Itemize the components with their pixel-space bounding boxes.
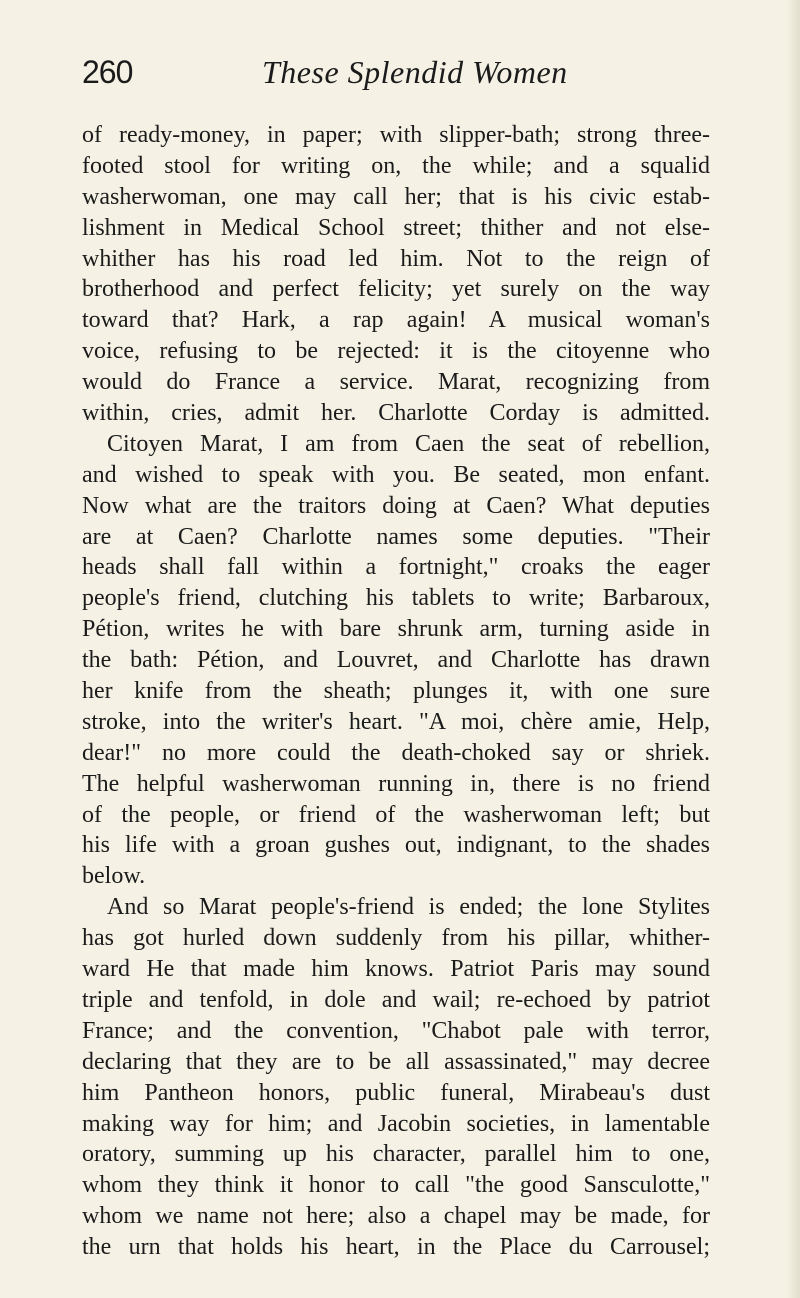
text-line: whom they think it honor to call "the good Sansculotte,"	[82, 1172, 710, 1199]
page-number: 260	[82, 54, 133, 90]
text-line: Citoyen Marat, I am from Caen the seat of rebellion,	[107, 430, 710, 457]
text-line: are at Caen? Charlotte names some deputies. "Their	[82, 523, 710, 550]
text-line: Pétion, writes he with bare shrunk arm, turning aside in	[82, 616, 710, 643]
text-line: her knife from the sheath; plunges it, with one sure	[82, 678, 710, 705]
text-line: washerwoman, one may call her; that is his civic estab-	[82, 183, 710, 210]
text-line: And so Marat people's-friend is ended; the lone Stylites	[107, 894, 710, 921]
text-line: toward that? Hark, a rap again! A musical woman's	[82, 307, 710, 334]
text-line: stroke, into the writer's heart. "A moi, chère amie, Help,	[82, 708, 710, 735]
text-line: dear!" no more could the death-choked say or shriek.	[82, 739, 710, 766]
text-line: brotherhood and perfect felicity; yet surely on the way	[82, 276, 710, 303]
text-line: the bath: Pétion, and Louvret, and Charlotte has drawn	[82, 647, 710, 674]
page-header	[82, 52, 712, 92]
text-line: has got hurled down suddenly from his pillar, whither-	[82, 925, 710, 952]
page-edge-shadow	[786, 0, 800, 1298]
text-line: declaring that they are to be all assassinated," may decree	[82, 1048, 710, 1075]
text-line: oratory, summing up his character, parallel him to one,	[82, 1141, 710, 1168]
text-line: Now what are the traitors doing at Caen? What deputies	[82, 492, 710, 519]
text-line: of ready-money, in paper; with slipper-bath; strong three-	[82, 122, 710, 148]
text-line: footed stool for writing on, the while; and a squalid	[82, 152, 710, 179]
text-line: heads shall fall within a fortnight," croaks the eager	[82, 554, 710, 581]
text-line: France; and the convention, "Chabot pale with terror,	[82, 1017, 710, 1044]
text-line: people's friend, clutching his tablets to write; Barbaroux,	[82, 585, 710, 612]
text-line: below.	[82, 863, 146, 890]
text-line: of the people, or friend of the washerwoman left; but	[82, 801, 710, 828]
text-line: him Pantheon honors, public funeral, Mirabeau's dust	[82, 1079, 710, 1106]
text-line: his life with a groan gushes out, indignant, to the shades	[82, 832, 710, 859]
text-line: whom we name not here; also a chapel may be made, for	[82, 1203, 710, 1230]
text-line: lishment in Medical School street; thither and not else-	[82, 214, 710, 241]
text-line: and wished to speak with you. Be seated, mon enfant.	[82, 461, 710, 488]
text-line: within, cries, admit her. Charlotte Corday is admitted.	[82, 400, 710, 427]
text-line: triple and tenfold, in dole and wail; re-echoed by patriot	[82, 986, 710, 1013]
running-title: These Splendid Women	[262, 54, 568, 90]
text-line: The helpful washerwoman running in, there is no friend	[82, 770, 710, 797]
text-line: whither has his road led him. Not to the reign of	[82, 245, 710, 272]
text-line: the urn that holds his heart, in the Place du Carrousel;	[82, 1234, 710, 1261]
text-line: would do France a service. Marat, recognizing from	[82, 369, 710, 396]
text-line: voice, refusing to be rejected: it is the citoyenne who	[82, 338, 710, 365]
text-line: ward He that made him knows. Patriot Paris may sound	[82, 956, 710, 983]
text-line: making way for him; and Jacobin societies, in lamentable	[82, 1110, 710, 1137]
body-text	[82, 120, 710, 1263]
